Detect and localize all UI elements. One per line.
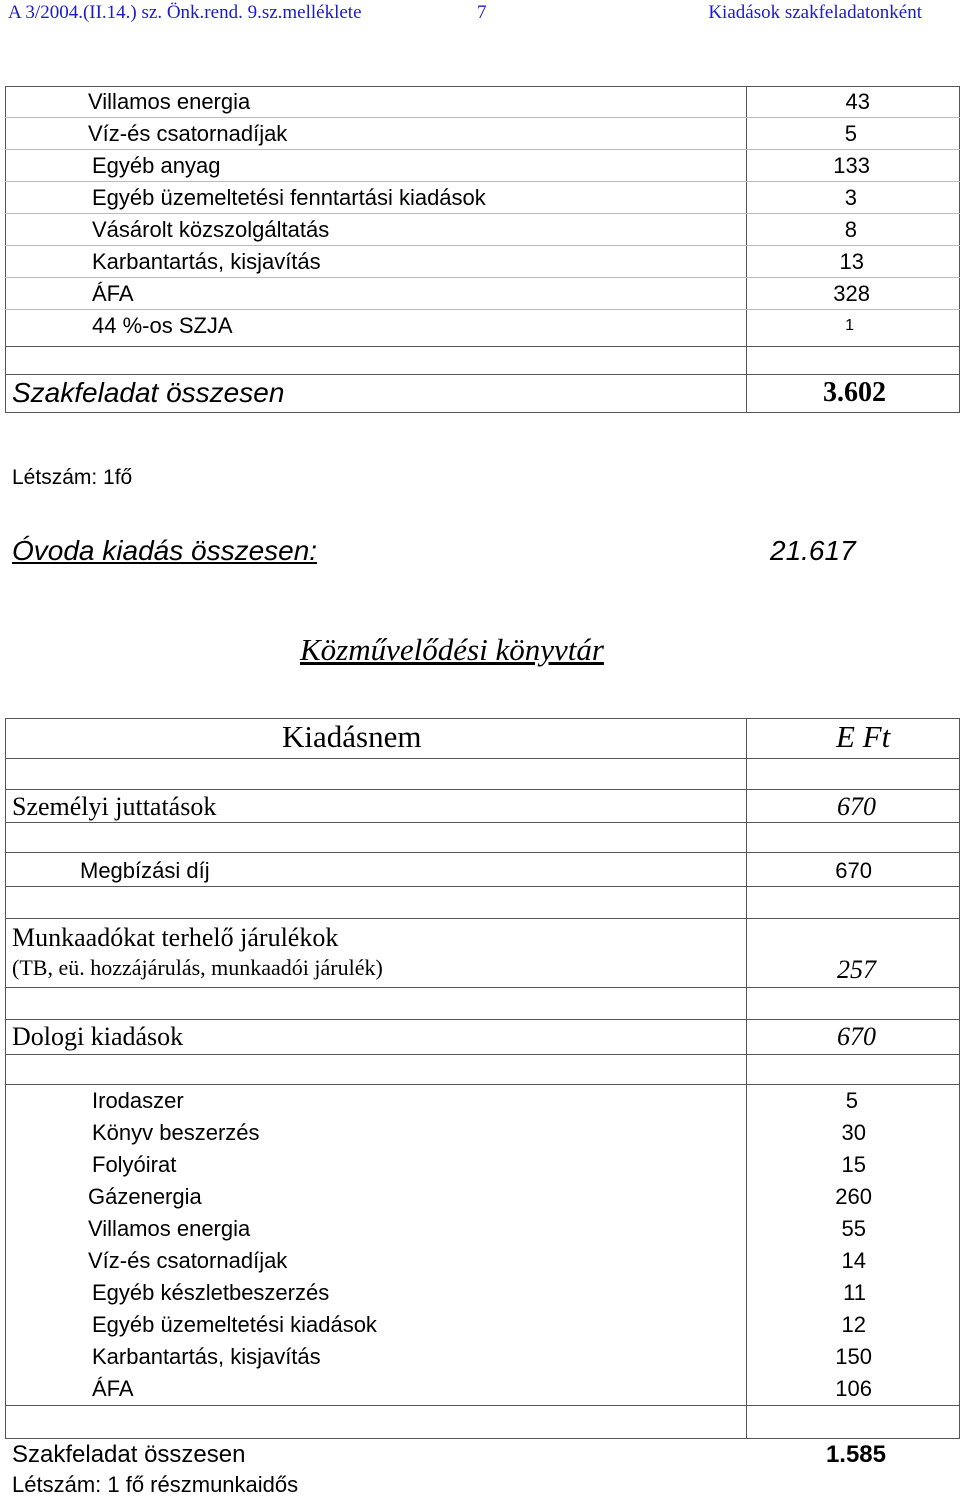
row-value: 133: [833, 153, 870, 178]
row-label: Villamos energia: [88, 89, 251, 114]
row-label: Egyéb üzemeltetési fenntartási kiadások: [92, 185, 486, 210]
item-label: Gázenergia: [88, 1184, 202, 1209]
item-label: Villamos energia: [88, 1216, 251, 1241]
item-label: Irodaszer: [92, 1088, 184, 1113]
kindergarten-total-label: Óvoda kiadás összesen:: [12, 535, 318, 566]
employer-contributions-note: (TB, eü. hozzájárulás, munkaadói járulék): [12, 955, 383, 980]
commission-fee-label: Megbízási díj: [80, 858, 210, 883]
item-value: 14: [841, 1248, 866, 1273]
employer-contributions-label: Munkaadókat terhelő járulékok: [12, 923, 339, 952]
item-label: Egyéb üzemeltetési kiadások: [92, 1312, 377, 1337]
row-label: Karbantartás, kisjavítás: [92, 249, 321, 274]
item-label: Könyv beszerzés: [92, 1120, 260, 1145]
row-label: Vásárolt közszolgáltatás: [92, 217, 330, 242]
item-value: 260: [835, 1184, 872, 1209]
kindergarten-total-value: 21.617: [770, 535, 856, 566]
row-label: Víz-és csatornadíjak: [88, 121, 288, 146]
library-total-label: Szakfeladat összesen: [12, 1441, 246, 1468]
item-label: ÁFA: [92, 1376, 134, 1401]
row-value: 5: [844, 121, 857, 146]
item-label: Karbantartás, kisjavítás: [92, 1344, 321, 1369]
column-header-value: E Ft: [836, 719, 891, 754]
row-value: 1: [845, 317, 854, 334]
row-value: 328: [833, 281, 870, 306]
top-total-label: Szakfeladat összesen: [12, 377, 285, 408]
employer-contributions-value: 257: [837, 955, 876, 984]
item-label: Folyóirat: [92, 1152, 177, 1177]
row-value: 8: [844, 217, 857, 242]
item-value: 106: [835, 1376, 872, 1401]
item-value: 11: [843, 1280, 866, 1305]
item-value: 15: [841, 1152, 866, 1177]
item-value: 30: [841, 1120, 866, 1145]
personal-benefits-label: Személyi juttatások: [12, 792, 217, 821]
header-right: Kiadások szakfeladatonként: [708, 2, 922, 23]
item-value: 150: [835, 1344, 872, 1369]
staff-count: Létszám: 1fő: [12, 466, 133, 489]
row-value: 43: [845, 89, 870, 114]
commission-fee-value: 670: [835, 858, 872, 883]
column-header-label: Kiadásnem: [282, 719, 422, 754]
item-value: 12: [841, 1312, 866, 1337]
row-value: 13: [839, 249, 864, 274]
page-number: 7: [477, 2, 487, 23]
header-left: A 3/2004.(II.14.) sz. Önk.rend. 9.sz.melléklete: [8, 2, 362, 23]
item-value: 55: [841, 1216, 866, 1241]
section-title: Közművelődési könyvtár: [300, 632, 604, 667]
item-label: Víz-és csatornadíjak: [88, 1248, 288, 1273]
page-header: [0, 0, 960, 28]
row-label: Egyéb anyag: [92, 153, 221, 178]
row-label: ÁFA: [92, 281, 134, 306]
material-expenses-label: Dologi kiadások: [12, 1022, 184, 1051]
library-total-value: 1.585: [825, 1441, 886, 1468]
library-staff-count: Létszám: 1 fő részmunkaidős: [12, 1472, 299, 1497]
row-label: 44 %-os SZJA: [92, 313, 233, 338]
top-total-value: 3.602: [823, 377, 886, 408]
material-expenses-value: 670: [837, 1022, 876, 1051]
personal-benefits-value: 670: [837, 792, 876, 821]
item-value: 5: [845, 1088, 858, 1113]
item-label: Egyéb készletbeszerzés: [92, 1280, 330, 1305]
row-value: 3: [844, 185, 857, 210]
